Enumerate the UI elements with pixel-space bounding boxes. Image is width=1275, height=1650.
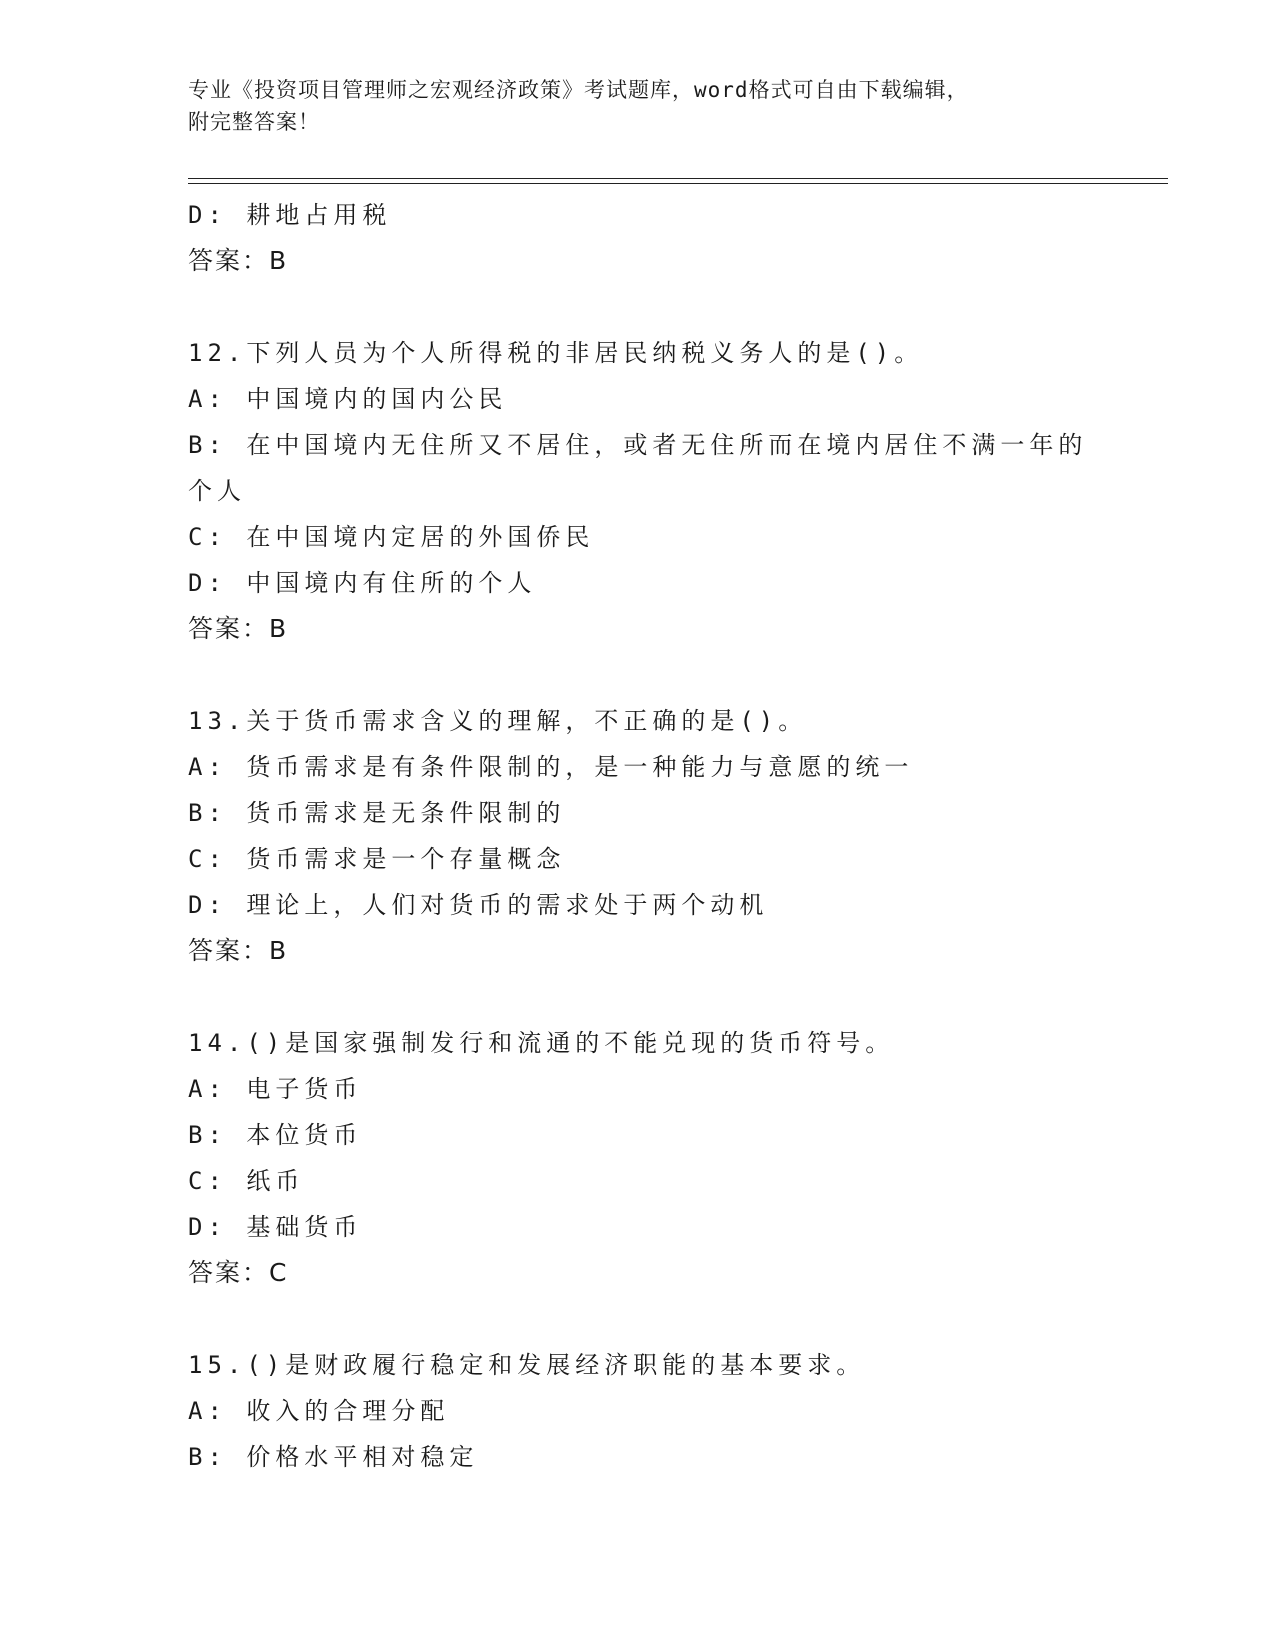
question-stem: 14.()是国家强制发行和流通的不能兑现的货币符号。 <box>188 1029 895 1057</box>
option-b: B: 价格水平相对稳定 <box>188 1443 479 1471</box>
question-stem: 12.下列人员为个人所得税的非居民纳税义务人的是()。 <box>188 339 924 367</box>
option-c: C: 在中国境内定居的外国侨民 <box>188 523 595 551</box>
option-d: D: 中国境内有住所的个人 <box>188 569 537 597</box>
question-15 <box>188 1342 1088 1480</box>
option-b: B: 货币需求是无条件限制的 <box>188 799 566 827</box>
answer-line: 答案：C <box>188 1258 289 1287</box>
option-b: B: 本位货币 <box>188 1121 363 1149</box>
option-a: A: 货币需求是有条件限制的，是一种能力与意愿的统一 <box>188 753 914 781</box>
option-a: A: 电子货币 <box>188 1075 363 1103</box>
option-b: B: 在中国境内无住所又不居住，或者无住所而在境内居住不满一年的个人 <box>188 431 1088 505</box>
answer-line: 答案：B <box>188 936 289 965</box>
header-line-1: 专业《投资项目管理师之宏观经济政策》考试题库，word格式可自由下载编辑， <box>188 78 969 102</box>
question-12 <box>188 330 1088 652</box>
question-stem: 13.关于货币需求含义的理解，不正确的是()。 <box>188 707 808 735</box>
document-header <box>188 74 1088 138</box>
answer-line: 答案：B <box>188 614 289 643</box>
option-a: A: 收入的合理分配 <box>188 1397 450 1425</box>
option-d: D: 耕地占用税 <box>188 201 392 229</box>
question-13 <box>188 698 1088 974</box>
question-14 <box>188 1020 1088 1296</box>
option-c: C: 纸币 <box>188 1167 305 1195</box>
question-11-tail <box>188 192 1088 284</box>
answer-line: 答案：B <box>188 246 289 275</box>
question-list <box>188 192 1088 1480</box>
header-divider <box>188 178 1168 184</box>
option-d: D: 基础货币 <box>188 1213 363 1241</box>
option-d: D: 理论上，人们对货币的需求处于两个动机 <box>188 891 769 919</box>
option-a: A: 中国境内的国内公民 <box>188 385 508 413</box>
question-stem: 15.()是财政履行稳定和发展经济职能的基本要求。 <box>188 1351 866 1379</box>
header-line-2: 附完整答案！ <box>188 110 320 134</box>
option-c: C: 货币需求是一个存量概念 <box>188 845 566 873</box>
